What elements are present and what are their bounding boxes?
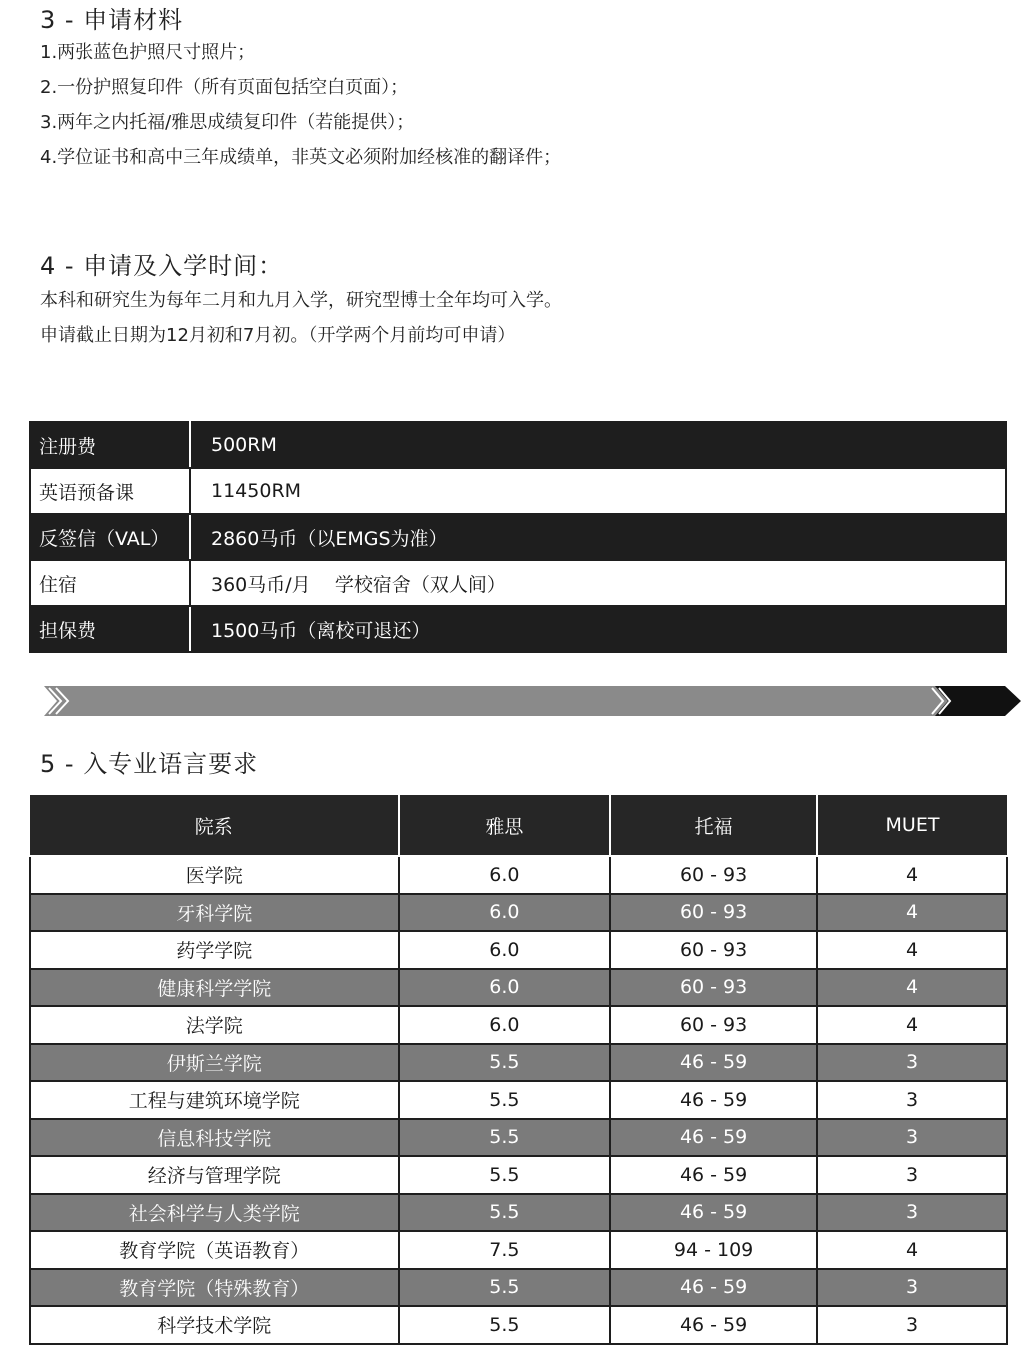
toefl-cell: 46 - 59 — [610, 1194, 817, 1232]
faculty-cell: 健康科学学院 — [30, 969, 399, 1007]
fee-label: 担保费 — [30, 606, 190, 652]
banner-gray-bar — [44, 686, 958, 716]
muet-cell: 4 — [817, 969, 1007, 1007]
intake-line-2: 申请截止日期为12月初和7月初。（开学两个月前均可申请） — [40, 325, 516, 346]
ielts-cell: 5.5 — [399, 1194, 611, 1232]
table-row — [30, 1006, 1007, 1044]
faculty-cell: 教育学院（特殊教育） — [30, 1269, 399, 1307]
toefl-cell: 60 - 93 — [610, 969, 817, 1007]
material-item-2: 2.一份护照复印件（所有页面包括空白页面）； — [40, 77, 409, 98]
table-row — [30, 856, 1007, 894]
column-header-toefl: 托福 — [610, 795, 817, 856]
ielts-cell: 5.5 — [399, 1044, 611, 1082]
muet-cell: 4 — [817, 1231, 1007, 1269]
fee-row — [30, 514, 1006, 560]
ielts-cell: 5.5 — [399, 1156, 611, 1194]
column-header-faculty: 院系 — [30, 795, 399, 856]
toefl-cell: 46 - 59 — [610, 1044, 817, 1082]
section4-heading: 4 - 申请及入学时间： — [40, 252, 284, 280]
column-header-muet: MUET — [817, 795, 1007, 856]
muet-cell: 4 — [817, 894, 1007, 932]
muet-cell: 4 — [817, 1006, 1007, 1044]
ielts-cell: 7.5 — [399, 1231, 611, 1269]
muet-cell: 3 — [817, 1156, 1007, 1194]
fee-label: 注册费 — [30, 422, 190, 468]
table-header-row — [30, 795, 1007, 856]
faculty-cell: 教育学院（英语教育） — [30, 1231, 399, 1269]
fee-value: 500RM — [190, 422, 1006, 468]
ielts-cell: 6.0 — [399, 931, 611, 969]
faculty-cell: 信息科技学院 — [30, 1119, 399, 1157]
muet-cell: 3 — [817, 1306, 1007, 1344]
table-row — [30, 894, 1007, 932]
faculty-cell: 伊斯兰学院 — [30, 1044, 399, 1082]
muet-cell: 3 — [817, 1194, 1007, 1232]
intake-line-1: 本科和研究生为每年二月和九月入学，研究型博士全年均可入学。 — [40, 290, 562, 311]
ielts-cell: 6.0 — [399, 969, 611, 1007]
toefl-cell: 46 - 59 — [610, 1156, 817, 1194]
fee-value: 11450RM — [190, 468, 1006, 514]
muet-cell: 3 — [817, 1269, 1007, 1307]
muet-cell: 3 — [817, 1119, 1007, 1157]
ielts-cell: 6.0 — [399, 894, 611, 932]
fee-value: 2860马币（以EMGS为准） — [190, 514, 1006, 560]
material-item-1: 1.两张蓝色护照尺寸照片； — [40, 42, 256, 63]
fee-row — [30, 468, 1006, 514]
faculty-cell: 工程与建筑环境学院 — [30, 1081, 399, 1119]
fee-row — [30, 422, 1006, 468]
table-row — [30, 969, 1007, 1007]
toefl-cell: 60 - 93 — [610, 856, 817, 894]
ielts-cell: 6.0 — [399, 856, 611, 894]
muet-cell: 3 — [817, 1081, 1007, 1119]
table-row — [30, 1269, 1007, 1307]
toefl-cell: 94 - 109 — [610, 1231, 817, 1269]
toefl-cell: 46 - 59 — [610, 1306, 817, 1344]
fee-table — [29, 421, 1007, 653]
fee-label: 反签信（VAL） — [30, 514, 190, 560]
fee-label: 住宿 — [30, 560, 190, 606]
table-row — [30, 1194, 1007, 1232]
muet-cell: 4 — [817, 856, 1007, 894]
faculty-cell: 牙科学院 — [30, 894, 399, 932]
table-row — [30, 931, 1007, 969]
fee-value: 360马币/月 学校宿舍（双人间） — [190, 560, 1006, 606]
toefl-cell: 46 - 59 — [610, 1269, 817, 1307]
material-item-4: 4.学位证书和高中三年成绩单，非英文必须附加经核准的翻译件； — [40, 147, 562, 168]
faculty-cell: 科学技术学院 — [30, 1306, 399, 1344]
fee-row — [30, 560, 1006, 606]
faculty-cell: 社会科学与人类学院 — [30, 1194, 399, 1232]
muet-cell: 3 — [817, 1044, 1007, 1082]
fee-label: 英语预备课 — [30, 468, 190, 514]
toefl-cell: 60 - 93 — [610, 1006, 817, 1044]
section3-heading: 3 - 申请材料 — [40, 6, 184, 34]
toefl-cell: 46 - 59 — [610, 1081, 817, 1119]
table-row — [30, 1081, 1007, 1119]
ielts-cell: 5.5 — [399, 1081, 611, 1119]
table-row — [30, 1119, 1007, 1157]
ielts-cell: 5.5 — [399, 1306, 611, 1344]
arrow-divider-banner — [40, 686, 1022, 716]
toefl-cell: 60 - 93 — [610, 931, 817, 969]
table-row — [30, 1156, 1007, 1194]
fee-row — [30, 606, 1006, 652]
table-row — [30, 1306, 1007, 1344]
faculty-cell: 药学学院 — [30, 931, 399, 969]
faculty-cell: 法学院 — [30, 1006, 399, 1044]
toefl-cell: 60 - 93 — [610, 894, 817, 932]
toefl-cell: 46 - 59 — [610, 1119, 817, 1157]
language-requirements-table — [29, 795, 1008, 1345]
faculty-cell: 经济与管理学院 — [30, 1156, 399, 1194]
ielts-cell: 5.5 — [399, 1119, 611, 1157]
table-row — [30, 1231, 1007, 1269]
column-header-ielts: 雅思 — [399, 795, 611, 856]
section5-heading: 5 - 入专业语言要求 — [40, 750, 259, 778]
ielts-cell: 5.5 — [399, 1269, 611, 1307]
material-item-3: 3.两年之内托福/雅思成绩复印件（若能提供）； — [40, 112, 415, 133]
fee-value: 1500马币（离校可退还） — [190, 606, 1006, 652]
ielts-cell: 6.0 — [399, 1006, 611, 1044]
table-row — [30, 1044, 1007, 1082]
faculty-cell: 医学院 — [30, 856, 399, 894]
muet-cell: 4 — [817, 931, 1007, 969]
